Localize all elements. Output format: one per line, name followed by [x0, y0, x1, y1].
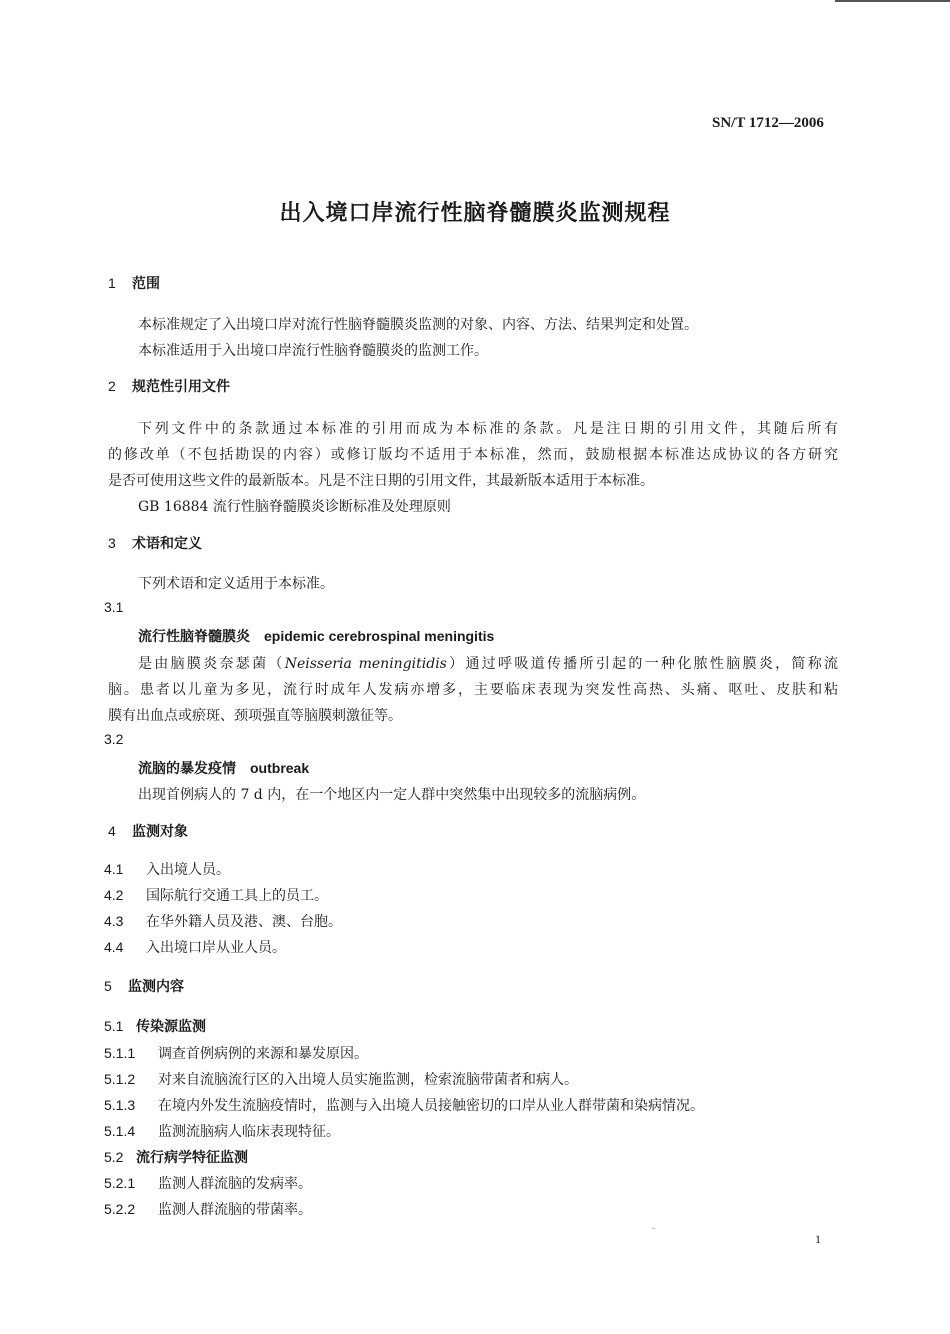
term-cn: 流脑的暴发疫情 [138, 761, 236, 777]
standard-number: SN/T 1712—2006 [712, 115, 824, 131]
subsection-title: 流行病学特征监测 [136, 1150, 248, 1166]
section-title: 监测对象 [132, 824, 188, 840]
item-text: 监测人群流脑的发病率。 [158, 1176, 312, 1192]
section-4-heading [108, 821, 188, 841]
item-number: 4.1 [104, 861, 124, 877]
item-number: 4.2 [104, 887, 124, 903]
item-text: 入出境人员。 [146, 862, 230, 878]
references-line-3: 是否可使用这些文件的最新版本。凡是不注日期的引用文件，其最新版本适用于本标准。 [108, 473, 654, 489]
item-text: 国际航行交通工具上的员工。 [146, 888, 328, 904]
subsection-5-1-heading [104, 1016, 206, 1036]
term-3-1-line-1 [138, 653, 838, 673]
item-number: 5.2.1 [104, 1175, 136, 1191]
section-number: 4 [108, 823, 116, 839]
item-text: 对来自流脑流行区的入出境人员实施监测，检索流脑带菌者和病人。 [158, 1072, 578, 1088]
scope-paragraph-1: 本标准规定了入出境口岸对流行性脑脊髓膜炎监测的对象、内容、方法、结果判定和处置。 [138, 317, 698, 333]
term-3-2-title [138, 758, 309, 778]
item-number: 5.1.2 [104, 1071, 136, 1087]
term-3-1-line-2: 脑。患者以儿童为多见，流行时成年人发病亦增多，主要临床表现为突发性高热、头痛、呕吐、皮肤和粘 [108, 682, 838, 698]
list-item [104, 911, 342, 931]
page-number: 1 [815, 1232, 821, 1246]
item-text: 入出境口岸从业人员。 [146, 940, 286, 956]
list-item [104, 859, 230, 879]
subsection-number: 5.1 [104, 1018, 124, 1034]
term-3-1-number: 3.1 [104, 599, 124, 615]
subsection-number: 5.2 [104, 1149, 124, 1165]
references-line-2: 的修改单（不包括勘误的内容）或修订版均不适用于本标准，然而，鼓励根据本标准达成协议的各方研究 [108, 447, 838, 463]
list-item [104, 1069, 578, 1089]
reference-gb16884: GB 16884 流行性脑脊髓膜炎诊断标准及处理原则 [138, 499, 451, 515]
section-5-heading [104, 976, 184, 996]
item-number: 5.2.2 [104, 1201, 136, 1217]
scope-paragraph-2: 本标准适用于入出境口岸流行性脑脊髓膜炎的监测工作。 [138, 343, 488, 359]
list-item [104, 1199, 312, 1219]
term-3-2-line-1: 出现首例病人的 7 d 内，在一个地区内一定人群中突然集中出现较多的流脑病例。 [138, 787, 646, 803]
section-title: 规范性引用文件 [132, 379, 230, 395]
item-number: 4.4 [104, 939, 124, 955]
section-3-heading [108, 533, 202, 553]
list-item [104, 1121, 340, 1141]
item-text: 在境内外发生流脑疫情时，监测与入出境人员接触密切的口岸从业人群带菌和染病情况。 [158, 1098, 704, 1114]
subsection-title: 传染源监测 [136, 1019, 206, 1035]
term-3-1-line-3: 膜有出血点或瘀斑、颈项强直等脑膜刺激征等。 [108, 708, 402, 724]
term-3-1-title [138, 626, 494, 646]
terms-intro: 下列术语和定义适用于本标准。 [138, 576, 334, 592]
list-item [104, 937, 286, 957]
item-number: 4.3 [104, 913, 124, 929]
term-en: outbreak [250, 760, 310, 776]
term-3-2-number: 3.2 [104, 731, 124, 747]
item-text: 监测人群流脑的带菌率。 [158, 1202, 312, 1218]
item-number: 5.1.3 [104, 1097, 136, 1113]
list-item [104, 885, 328, 905]
latin-name: Neisseria meningitidis [284, 656, 447, 672]
list-item [104, 1095, 704, 1115]
section-number: 5 [104, 978, 112, 994]
section-1-heading [108, 273, 160, 293]
section-title: 范围 [132, 276, 160, 292]
section-title: 监测内容 [128, 979, 184, 995]
item-text: 调查首例病例的来源和暴发原因。 [158, 1046, 368, 1062]
item-text: 监测流脑病人临床表现特征。 [158, 1124, 340, 1140]
section-title: 术语和定义 [132, 536, 202, 552]
item-text: 在华外籍人员及港、澳、台胞。 [146, 914, 342, 930]
item-number: 5.1.1 [104, 1045, 136, 1061]
section-number: 1 [108, 275, 116, 291]
text: ）通过呼吸道传播所引起的一种化脓性脑膜炎，简称流 [446, 656, 839, 672]
term-cn: 流行性脑脊髓膜炎 [138, 629, 250, 645]
text: 是由脑膜炎奈瑟菌（ [138, 656, 285, 672]
references-line-1: 下列文件中的条款通过本标准的引用而成为本标准的条款。凡是注日期的引用文件，其随后所有 [138, 421, 838, 437]
subsection-5-2-heading [104, 1147, 248, 1167]
scan-speck [652, 1228, 655, 1229]
section-number: 2 [108, 378, 116, 394]
list-item [104, 1173, 312, 1193]
item-number: 5.1.4 [104, 1123, 136, 1139]
top-rule [835, 0, 950, 2]
section-2-heading [108, 376, 230, 396]
document-title: 出入境口岸流行性脑脊髓膜炎监测规程 [279, 201, 671, 226]
term-en: epidemic cerebrospinal meningitis [264, 628, 495, 644]
list-item [104, 1043, 368, 1063]
section-number: 3 [108, 535, 116, 551]
